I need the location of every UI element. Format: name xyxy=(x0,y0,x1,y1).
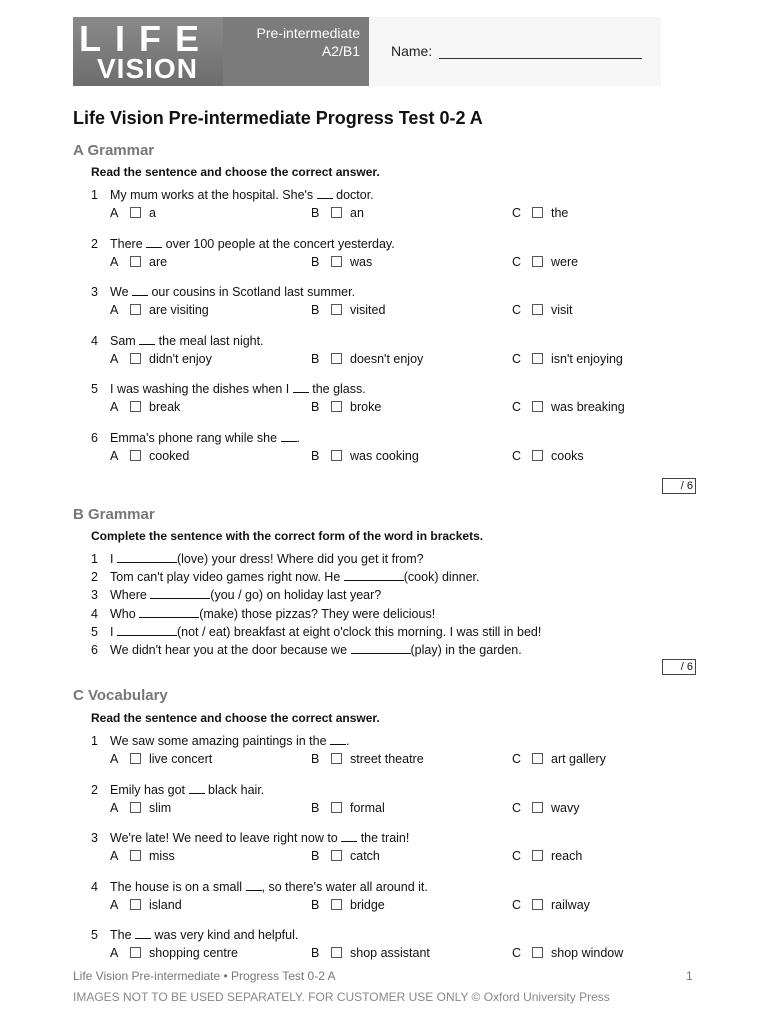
section-b-title: B Grammar xyxy=(73,506,155,523)
checkbox[interactable] xyxy=(532,256,543,267)
option-label: shopping centre xyxy=(149,946,238,961)
answer-option[interactable] xyxy=(311,255,372,269)
question-line xyxy=(91,782,264,797)
option-letter: B xyxy=(311,800,320,815)
option-label: wavy xyxy=(551,800,580,815)
answer-option[interactable] xyxy=(512,352,623,366)
section-a-title: A Grammar xyxy=(73,142,155,159)
question-number: 3 xyxy=(91,285,98,300)
question-text: I xyxy=(110,624,117,639)
answer-option[interactable] xyxy=(110,352,212,366)
question-text: Tom can't play video games right now. He xyxy=(110,570,344,585)
logo-vision-text: VISION xyxy=(97,53,198,84)
question-number: 4 xyxy=(91,333,98,348)
answer-option[interactable] xyxy=(311,400,381,414)
answer-option[interactable] xyxy=(512,206,568,220)
option-letter: B xyxy=(311,946,320,961)
checkbox[interactable] xyxy=(130,304,141,315)
question-number: 5 xyxy=(91,928,98,943)
option-label: island xyxy=(149,897,182,912)
option-letter: C xyxy=(512,897,522,912)
answer-blank xyxy=(317,187,333,199)
answer-blank[interactable] xyxy=(351,642,411,654)
option-label: were xyxy=(551,254,579,269)
option-label: broke xyxy=(350,400,382,415)
checkbox[interactable] xyxy=(130,256,141,267)
question-text: doctor. xyxy=(332,188,374,202)
question-text: (play) in the garden. xyxy=(410,643,522,657)
question-text: (you / go) on holiday last year? xyxy=(210,588,382,603)
option-letter: B xyxy=(311,206,320,220)
question-line xyxy=(91,927,298,942)
question-text: (cook) dinner. xyxy=(403,570,480,585)
section-b-score: / 6 xyxy=(662,659,696,675)
question-text: (make) those pizzas? They were delicious! xyxy=(199,606,436,621)
option-letter: A xyxy=(110,400,119,415)
checkbox[interactable] xyxy=(532,802,543,813)
question-number: 4 xyxy=(91,606,98,621)
option-letter: B xyxy=(311,849,320,864)
option-letter: A xyxy=(110,206,119,220)
option-label: street theatre xyxy=(350,752,424,766)
answer-option[interactable] xyxy=(512,849,582,863)
answer-option[interactable] xyxy=(110,255,167,269)
question-text: I xyxy=(110,552,117,566)
checkbox[interactable] xyxy=(331,207,342,218)
option-label: visited xyxy=(350,303,386,318)
option-letter: C xyxy=(512,752,522,766)
option-label: visit xyxy=(551,303,573,318)
answer-blank xyxy=(189,782,205,794)
answer-blank xyxy=(330,733,346,745)
checkbox[interactable] xyxy=(130,353,141,364)
question-text: the train! xyxy=(357,831,410,846)
option-letter: C xyxy=(512,449,522,463)
checkbox[interactable] xyxy=(331,401,342,412)
question-text: Where xyxy=(110,588,151,603)
option-letter: A xyxy=(110,303,119,318)
question-text: black hair. xyxy=(204,782,265,797)
level-code: A2/B1 xyxy=(321,43,360,59)
question-text: . xyxy=(296,431,301,445)
answer-option[interactable] xyxy=(512,801,579,815)
question-text: We didn't hear you at the door because we xyxy=(110,643,351,657)
question-text: The house is on a small xyxy=(110,879,246,894)
option-letter: C xyxy=(512,849,522,864)
answer-blank xyxy=(281,430,297,442)
name-field[interactable] xyxy=(439,58,642,59)
question-text: There xyxy=(110,236,147,251)
question-line xyxy=(91,551,424,566)
name-box xyxy=(369,17,661,86)
checkbox[interactable] xyxy=(130,207,141,218)
option-letter: A xyxy=(110,351,119,366)
option-letter: A xyxy=(110,946,119,961)
checkbox[interactable] xyxy=(130,802,141,813)
option-label: railway xyxy=(551,897,590,912)
level-label xyxy=(257,24,361,60)
option-letter: C xyxy=(512,206,522,220)
page-number: 1 xyxy=(686,969,693,983)
section-a-score: / 6 xyxy=(662,478,696,494)
question-line xyxy=(91,642,522,657)
checkbox[interactable] xyxy=(331,850,342,861)
question-number: 5 xyxy=(91,624,98,639)
option-label: was xyxy=(350,254,373,269)
checkbox[interactable] xyxy=(532,207,543,218)
name-label: Name: xyxy=(391,43,433,59)
question-text: , so there's water all around it. xyxy=(261,879,428,894)
option-letter: C xyxy=(512,254,522,269)
answer-option[interactable] xyxy=(110,849,175,863)
option-letter: C xyxy=(512,800,522,815)
checkbox[interactable] xyxy=(130,401,141,412)
question-line xyxy=(91,333,264,348)
option-label: are visiting xyxy=(149,303,209,318)
checkbox[interactable] xyxy=(331,802,342,813)
option-letter: B xyxy=(311,897,320,912)
option-label: art gallery xyxy=(551,752,606,766)
question-number: 6 xyxy=(91,431,98,445)
option-letter: B xyxy=(311,752,320,766)
answer-option[interactable] xyxy=(311,449,419,463)
question-line xyxy=(91,284,355,299)
option-label: was breaking xyxy=(551,400,625,415)
question-text: Emma's phone rang while she xyxy=(110,431,281,445)
option-label: miss xyxy=(149,849,175,864)
question-number: 3 xyxy=(91,831,98,846)
answer-option[interactable] xyxy=(512,752,606,766)
checkbox[interactable] xyxy=(331,353,342,364)
copyright-notice: IMAGES NOT TO BE USED SEPARATELY. FOR CUSTOMER USE ONLY © Oxford University Press xyxy=(73,990,610,1004)
option-label: isn't enjoying xyxy=(551,351,623,366)
answer-option[interactable] xyxy=(311,352,423,366)
section-b-instruction: Complete the sentence with the correct form of the word in brackets. xyxy=(91,529,484,543)
question-text: the meal last night. xyxy=(155,333,264,348)
question-text: I was washing the dishes when I xyxy=(110,382,293,397)
checkbox[interactable] xyxy=(532,753,543,764)
answer-option[interactable] xyxy=(311,206,364,220)
question-number: 6 xyxy=(91,643,98,657)
section-c-instruction: Read the sentence and choose the correct answer. xyxy=(91,711,380,725)
answer-blank xyxy=(139,333,155,345)
question-line xyxy=(91,587,381,602)
answer-blank xyxy=(341,830,357,842)
option-letter: A xyxy=(110,449,119,463)
question-number: 5 xyxy=(91,382,98,397)
answer-option[interactable] xyxy=(311,801,385,815)
option-letter: B xyxy=(311,303,320,318)
answer-option[interactable] xyxy=(311,946,430,960)
option-label: a xyxy=(149,206,156,220)
question-number: 2 xyxy=(91,570,98,585)
option-label: cooks xyxy=(551,449,584,463)
level-name: Pre-intermediate xyxy=(256,25,360,41)
question-line xyxy=(91,624,541,639)
answer-option[interactable] xyxy=(311,898,385,912)
option-letter: A xyxy=(110,254,119,269)
option-label: cooked xyxy=(149,449,190,463)
answer-blank[interactable] xyxy=(117,624,177,636)
option-letter: A xyxy=(110,752,119,766)
question-line xyxy=(91,430,300,445)
question-text: The xyxy=(110,928,136,943)
question-number: 2 xyxy=(91,782,98,797)
answer-option[interactable] xyxy=(110,898,182,912)
checkbox[interactable] xyxy=(532,401,543,412)
question-number: 1 xyxy=(91,734,98,748)
option-letter: C xyxy=(512,303,522,318)
option-label: break xyxy=(149,400,181,415)
answer-blank[interactable] xyxy=(117,551,177,563)
answer-option[interactable] xyxy=(311,849,380,863)
checkbox[interactable] xyxy=(532,899,543,910)
answer-blank[interactable] xyxy=(139,606,199,618)
option-letter: A xyxy=(110,849,119,864)
checkbox[interactable] xyxy=(532,353,543,364)
question-text: (not / eat) breakfast at eight o'clock this morning. I was still in bed! xyxy=(176,624,542,639)
option-label: shop assistant xyxy=(350,946,430,961)
question-text: Sam xyxy=(110,333,140,348)
question-line xyxy=(91,733,350,748)
option-letter: B xyxy=(311,351,320,366)
answer-option[interactable] xyxy=(110,400,180,414)
answer-blank[interactable] xyxy=(150,587,210,599)
logo xyxy=(73,17,369,86)
answer-option[interactable] xyxy=(110,303,209,317)
question-line xyxy=(91,879,428,894)
option-label: the xyxy=(551,206,569,220)
answer-option[interactable] xyxy=(311,303,385,317)
checkbox[interactable] xyxy=(130,753,141,764)
checkbox[interactable] xyxy=(130,850,141,861)
checkbox[interactable] xyxy=(532,947,543,958)
option-label: was cooking xyxy=(350,449,419,463)
answer-blank xyxy=(132,284,148,296)
footer-title: Life Vision Pre-intermediate • Progress Test 0-2 A xyxy=(73,969,336,983)
question-text: We're late! We need to leave right now to xyxy=(110,831,342,846)
question-line xyxy=(91,236,395,251)
option-letter: C xyxy=(512,351,522,366)
answer-option[interactable] xyxy=(110,946,238,960)
checkbox[interactable] xyxy=(331,753,342,764)
section-c-title: C Vocabulary xyxy=(73,687,168,704)
option-label: didn't enjoy xyxy=(149,351,212,366)
checkbox[interactable] xyxy=(130,947,141,958)
answer-option[interactable] xyxy=(110,449,189,463)
question-number: 3 xyxy=(91,588,98,603)
page-title: Life Vision Pre-intermediate Progress Test 0-2 A xyxy=(73,108,483,128)
answer-blank[interactable] xyxy=(344,569,404,581)
answer-blank xyxy=(146,236,162,248)
option-label: slim xyxy=(149,800,172,815)
answer-option[interactable] xyxy=(110,801,171,815)
option-label: shop window xyxy=(551,946,624,961)
checkbox[interactable] xyxy=(331,899,342,910)
answer-blank xyxy=(246,879,262,891)
answer-option[interactable] xyxy=(512,449,584,463)
question-line xyxy=(91,569,480,584)
answer-option[interactable] xyxy=(110,752,212,766)
section-a-instruction: Read the sentence and choose the correct answer. xyxy=(91,165,380,179)
question-number: 4 xyxy=(91,879,98,894)
question-text: My mum works at the hospital. She's xyxy=(110,188,317,202)
option-letter: A xyxy=(110,800,119,815)
question-number: 1 xyxy=(91,552,98,566)
option-letter: C xyxy=(512,400,522,415)
option-label: formal xyxy=(350,800,385,815)
option-label: live concert xyxy=(149,752,213,766)
option-label: reach xyxy=(551,849,583,864)
option-label: are xyxy=(149,254,168,269)
question-text: (love) your dress! Where did you get it from? xyxy=(176,552,424,566)
logo-life-text: LIFE xyxy=(79,18,213,59)
option-letter: B xyxy=(311,254,320,269)
question-line xyxy=(91,606,435,621)
checkbox[interactable] xyxy=(331,947,342,958)
question-line xyxy=(91,381,366,396)
question-text: over 100 people at the concert yesterday. xyxy=(162,236,395,251)
answer-option[interactable] xyxy=(512,898,590,912)
question-text: the glass. xyxy=(308,382,366,397)
answer-blank xyxy=(135,927,151,939)
option-letter: B xyxy=(311,400,320,415)
checkbox[interactable] xyxy=(331,450,342,461)
checkbox[interactable] xyxy=(130,899,141,910)
answer-option[interactable] xyxy=(512,255,578,269)
answer-option[interactable] xyxy=(110,206,156,220)
checkbox[interactable] xyxy=(130,450,141,461)
checkbox[interactable] xyxy=(331,304,342,315)
question-line xyxy=(91,830,409,845)
checkbox[interactable] xyxy=(532,450,543,461)
question-text: was very kind and helpful. xyxy=(151,928,299,943)
checkbox[interactable] xyxy=(532,304,543,315)
question-text: . xyxy=(346,734,350,748)
question-text: Emily has got xyxy=(110,782,189,797)
question-text: our cousins in Scotland last summer. xyxy=(148,285,356,300)
option-label: an xyxy=(350,206,364,220)
option-letter: B xyxy=(311,449,320,463)
checkbox[interactable] xyxy=(331,256,342,267)
checkbox[interactable] xyxy=(532,850,543,861)
question-text: We saw some amazing paintings in the xyxy=(110,734,331,748)
answer-option[interactable] xyxy=(311,752,424,766)
question-text: Who xyxy=(110,606,140,621)
option-letter: C xyxy=(512,946,522,961)
answer-option[interactable] xyxy=(512,303,573,317)
answer-blank xyxy=(293,381,309,393)
answer-option[interactable] xyxy=(512,946,623,960)
question-text: We xyxy=(110,285,132,300)
option-letter: A xyxy=(110,897,119,912)
option-label: doesn't enjoy xyxy=(350,351,424,366)
question-line xyxy=(91,187,374,202)
option-label: bridge xyxy=(350,897,385,912)
question-number: 1 xyxy=(91,188,98,202)
answer-option[interactable] xyxy=(512,400,625,414)
question-number: 2 xyxy=(91,236,98,251)
option-label: catch xyxy=(350,849,380,864)
